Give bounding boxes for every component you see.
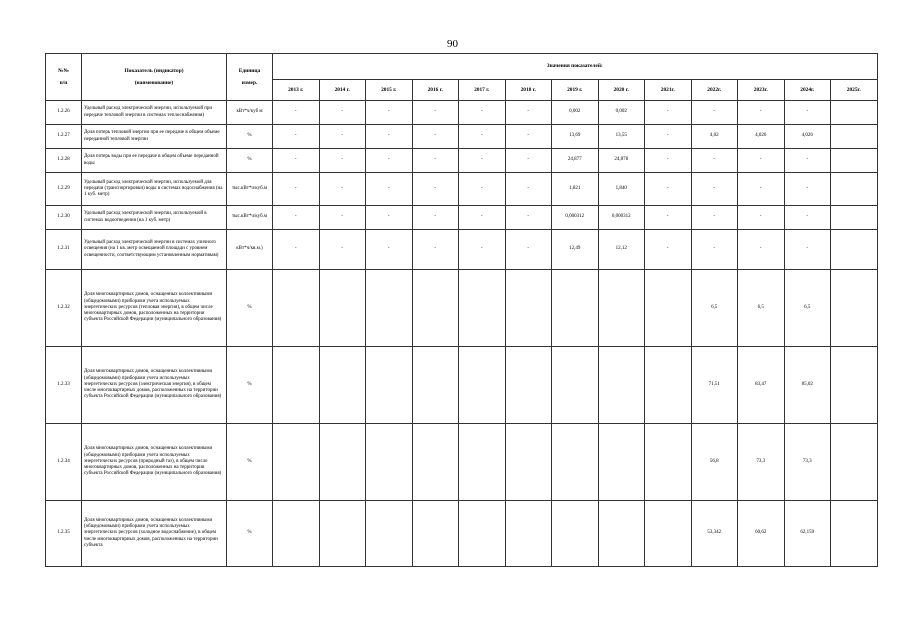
value-cell xyxy=(831,501,878,567)
value-cell: - xyxy=(784,173,831,206)
value-cell: - xyxy=(459,173,506,206)
value-cell: - xyxy=(366,125,413,149)
value-cell: - xyxy=(691,149,738,173)
value-cell xyxy=(319,424,366,501)
value-cell: - xyxy=(505,149,552,173)
table-row xyxy=(46,173,878,206)
value-cell: - xyxy=(645,149,692,173)
value-cell: - xyxy=(273,230,320,270)
indicator-name-cell: Доля потерь воды при ее передаче в общем объеме переданной воды xyxy=(82,149,227,173)
value-cell xyxy=(273,270,320,347)
indicator-name-cell: Доля многоквартирных домов, оснащенных коллективными (общедомовыми) приборами учета используемых энергетических ресурсов (электрическая энергия), в общем числе многоквартирных домов, расположенных на территории субъекта Российской Федерации (муниципального образования) xyxy=(82,347,227,424)
value-cell: - xyxy=(691,101,738,125)
value-cell: - xyxy=(784,206,831,230)
unit-cell: кВт*ч/куб м xyxy=(227,101,273,125)
table-row xyxy=(46,101,878,125)
value-cell: - xyxy=(319,206,366,230)
value-cell xyxy=(645,347,692,424)
value-cell xyxy=(319,347,366,424)
value-cell: 13,55 xyxy=(598,125,645,149)
value-cell xyxy=(831,206,878,230)
row-number-cell: 1.2.27 xyxy=(46,125,82,149)
value-cell: - xyxy=(645,206,692,230)
value-cell xyxy=(505,501,552,567)
row-number-cell: 1.2.32 xyxy=(46,270,82,347)
table-row xyxy=(46,424,878,501)
value-cell: - xyxy=(273,149,320,173)
indicator-name-cell: Удельный расход электрической энергии в системах уличного освещения (на 1 кв. метр освещаемой площади с уровнем освещенности, соответствующим установленным нормативам) xyxy=(82,230,227,270)
value-cell: 0,002 xyxy=(598,101,645,125)
page-number: 90 xyxy=(447,38,458,50)
value-cell: 71,51 xyxy=(691,347,738,424)
column-header-unit-line2: измер. xyxy=(241,80,258,87)
value-cell: - xyxy=(738,206,785,230)
unit-cell: кВт*ч/кв.м.) xyxy=(227,230,273,270)
column-header-year: 2022г. xyxy=(691,80,738,101)
value-cell xyxy=(645,501,692,567)
header-row-top xyxy=(46,54,878,80)
indicator-name-cell: Удельный расход электрической энергии, используемой для передачи (транспортировки) воды в системах водоснабжения (на 1 куб. метр) xyxy=(82,173,227,206)
value-cell: - xyxy=(366,101,413,125)
value-cell: - xyxy=(412,101,459,125)
value-cell: 6,5 xyxy=(784,270,831,347)
column-header-values-group: Значения показателей: xyxy=(273,54,878,80)
value-cell xyxy=(831,230,878,270)
value-cell: 73,3 xyxy=(784,424,831,501)
value-cell xyxy=(598,501,645,567)
value-cell: 13,69 xyxy=(552,125,599,149)
value-cell xyxy=(412,501,459,567)
value-cell: - xyxy=(645,101,692,125)
indicator-name-cell: Доля многоквартирных домов, оснащенных коллективными (общедомовыми) приборами учета используемых энергетических ресурсов (природный газ), в общем числе многоквартирных домов, расположенных на территории субъекта Российской Федерации (муниципального образования) xyxy=(82,424,227,501)
value-cell: - xyxy=(738,173,785,206)
value-cell xyxy=(645,270,692,347)
value-cell: - xyxy=(273,125,320,149)
value-cell: 56,8 xyxy=(691,424,738,501)
value-cell: - xyxy=(319,125,366,149)
value-cell: - xyxy=(784,149,831,173)
column-header-year: 2013 г. xyxy=(273,80,320,101)
column-header-year: 2016 г. xyxy=(412,80,459,101)
value-cell: 12,12 xyxy=(598,230,645,270)
value-cell xyxy=(273,501,320,567)
value-cell xyxy=(552,501,599,567)
column-header-year: 2023г. xyxy=(738,80,785,101)
column-header-indicator-line1: Показатель (индикатор) xyxy=(124,67,184,74)
value-cell: - xyxy=(459,101,506,125)
value-cell: - xyxy=(459,206,506,230)
value-cell: 6,5 xyxy=(738,270,785,347)
value-cell xyxy=(366,424,413,501)
column-header-unit-line1: Единица xyxy=(238,67,261,74)
unit-cell: тыс.кВт*ч/куб.м xyxy=(227,206,273,230)
value-cell: - xyxy=(366,230,413,270)
value-cell xyxy=(552,424,599,501)
value-cell xyxy=(459,347,506,424)
row-number-cell: 1.2.35 xyxy=(46,501,82,567)
value-cell: 4,02 xyxy=(691,125,738,149)
value-cell: 73,3 xyxy=(738,424,785,501)
value-cell xyxy=(831,347,878,424)
value-cell: - xyxy=(645,173,692,206)
value-cell xyxy=(831,125,878,149)
value-cell xyxy=(831,173,878,206)
value-cell: - xyxy=(459,149,506,173)
column-header-number-line1: №№ xyxy=(58,67,69,74)
value-cell: - xyxy=(645,125,692,149)
value-cell xyxy=(459,424,506,501)
column-header-year: 2025г. xyxy=(831,80,878,101)
value-cell: - xyxy=(691,206,738,230)
row-number-cell: 1.2.34 xyxy=(46,424,82,501)
value-cell: 83,47 xyxy=(738,347,785,424)
column-header-year: 2024г. xyxy=(784,80,831,101)
value-cell: - xyxy=(319,149,366,173)
unit-cell: % xyxy=(227,501,273,567)
value-cell: - xyxy=(319,230,366,270)
value-cell xyxy=(366,270,413,347)
value-cell: 24,878 xyxy=(598,149,645,173)
indicator-name-cell: Доля потерь тепловой энергии при ее передаче в общем объеме переданной тепловой энергии xyxy=(82,125,227,149)
value-cell xyxy=(831,424,878,501)
value-cell: - xyxy=(505,125,552,149)
column-header-year: 2021г. xyxy=(645,80,692,101)
value-cell: - xyxy=(738,230,785,270)
value-cell xyxy=(366,347,413,424)
value-cell xyxy=(459,501,506,567)
value-cell: - xyxy=(273,101,320,125)
value-cell: - xyxy=(784,101,831,125)
table-row xyxy=(46,501,878,567)
value-cell: 12,49 xyxy=(552,230,599,270)
column-header-year: 2014 г. xyxy=(319,80,366,101)
value-cell: - xyxy=(459,125,506,149)
table-row xyxy=(46,270,878,347)
column-header-indicator xyxy=(82,54,227,101)
value-cell: - xyxy=(691,230,738,270)
value-cell: 0,000312 xyxy=(598,206,645,230)
unit-cell: % xyxy=(227,149,273,173)
value-cell xyxy=(366,501,413,567)
value-cell xyxy=(273,347,320,424)
value-cell xyxy=(598,347,645,424)
value-cell xyxy=(412,424,459,501)
value-cell: 0,000312 xyxy=(552,206,599,230)
indicator-name-cell: Доля многоквартирных домов, оснащенных коллективными (общедомовыми) приборами учета используемых энергетических ресурсов (тепловая энергия), в общем числе многоквартирных домов, расположенных на территории субъекта Российской Федерации (муниципального образования) xyxy=(82,270,227,347)
column-header-indicator-line2: (наименование) xyxy=(134,80,174,87)
value-cell: - xyxy=(366,149,413,173)
value-cell xyxy=(598,270,645,347)
indicators-table xyxy=(45,53,878,567)
value-cell: - xyxy=(366,173,413,206)
value-cell xyxy=(273,424,320,501)
value-cell xyxy=(319,501,366,567)
value-cell: 1,840 xyxy=(598,173,645,206)
value-cell: 62,159 xyxy=(784,501,831,567)
column-header-year: 2018 г. xyxy=(505,80,552,101)
row-number-cell: 1.2.26 xyxy=(46,101,82,125)
value-cell: - xyxy=(273,173,320,206)
value-cell: - xyxy=(738,101,785,125)
value-cell xyxy=(552,270,599,347)
table-body xyxy=(46,101,878,567)
value-cell: - xyxy=(459,230,506,270)
value-cell xyxy=(552,347,599,424)
value-cell: 1,821 xyxy=(552,173,599,206)
column-header-year: 2015 г. xyxy=(366,80,413,101)
row-number-cell: 1.2.29 xyxy=(46,173,82,206)
value-cell xyxy=(645,424,692,501)
table-row xyxy=(46,347,878,424)
unit-cell: % xyxy=(227,347,273,424)
column-header-year: 2017 г. xyxy=(459,80,506,101)
unit-cell: % xyxy=(227,270,273,347)
unit-cell: % xyxy=(227,125,273,149)
unit-cell: % xyxy=(227,424,273,501)
value-cell xyxy=(459,270,506,347)
value-cell: - xyxy=(319,173,366,206)
value-cell: - xyxy=(784,230,831,270)
row-number-cell: 1.2.28 xyxy=(46,149,82,173)
value-cell xyxy=(412,270,459,347)
column-header-number xyxy=(46,54,82,101)
value-cell: 60,62 xyxy=(738,501,785,567)
value-cell xyxy=(505,424,552,501)
column-header-year: 2020 г. xyxy=(598,80,645,101)
value-cell: - xyxy=(412,206,459,230)
column-header-unit xyxy=(227,54,273,101)
value-cell xyxy=(505,347,552,424)
value-cell: 4,026 xyxy=(784,125,831,149)
table-row xyxy=(46,149,878,173)
indicator-name-cell: Удельный расход электрической энергии, используемой при передаче тепловой энергии в системах теплоснабжения) xyxy=(82,101,227,125)
value-cell: - xyxy=(691,173,738,206)
value-cell: 6,5 xyxy=(691,270,738,347)
value-cell: 53,342 xyxy=(691,501,738,567)
value-cell xyxy=(831,101,878,125)
value-cell xyxy=(831,149,878,173)
value-cell: 24,877 xyxy=(552,149,599,173)
row-number-cell: 1.2.31 xyxy=(46,230,82,270)
value-cell: - xyxy=(412,149,459,173)
value-cell xyxy=(831,270,878,347)
value-cell: - xyxy=(412,125,459,149)
value-cell xyxy=(505,270,552,347)
column-header-year: 2019 г. xyxy=(552,80,599,101)
row-number-cell: 1.2.30 xyxy=(46,206,82,230)
indicator-name-cell: Доля многоквартирных домов, оснащенных коллективными (общедомовыми) приборами учета используемых энергетических ресурсов (холодное водоснабжение), в общем числе многоквартирных домов, расположенных на территории субъекта xyxy=(82,501,227,567)
unit-cell: тыс.кВт*ч/куб.м xyxy=(227,173,273,206)
row-number-cell: 1.2.33 xyxy=(46,347,82,424)
value-cell: - xyxy=(505,101,552,125)
value-cell: 4,026 xyxy=(738,125,785,149)
table-row xyxy=(46,206,878,230)
value-cell: - xyxy=(645,230,692,270)
column-header-number-line2: п/п xyxy=(59,80,68,87)
indicator-name-cell: Удельный расход электрической энергии, используемой в системах водоотведения (на 1 куб. метр) xyxy=(82,206,227,230)
value-cell: - xyxy=(366,206,413,230)
value-cell xyxy=(319,270,366,347)
value-cell xyxy=(412,347,459,424)
value-cell: - xyxy=(738,149,785,173)
value-cell: - xyxy=(412,173,459,206)
value-cell: - xyxy=(505,206,552,230)
table-row xyxy=(46,125,878,149)
value-cell: 0,002 xyxy=(552,101,599,125)
value-cell: - xyxy=(412,230,459,270)
value-cell: 85,02 xyxy=(784,347,831,424)
value-cell: - xyxy=(319,101,366,125)
table-row xyxy=(46,230,878,270)
value-cell: - xyxy=(273,206,320,230)
value-cell xyxy=(598,424,645,501)
value-cell: - xyxy=(505,173,552,206)
value-cell: - xyxy=(505,230,552,270)
